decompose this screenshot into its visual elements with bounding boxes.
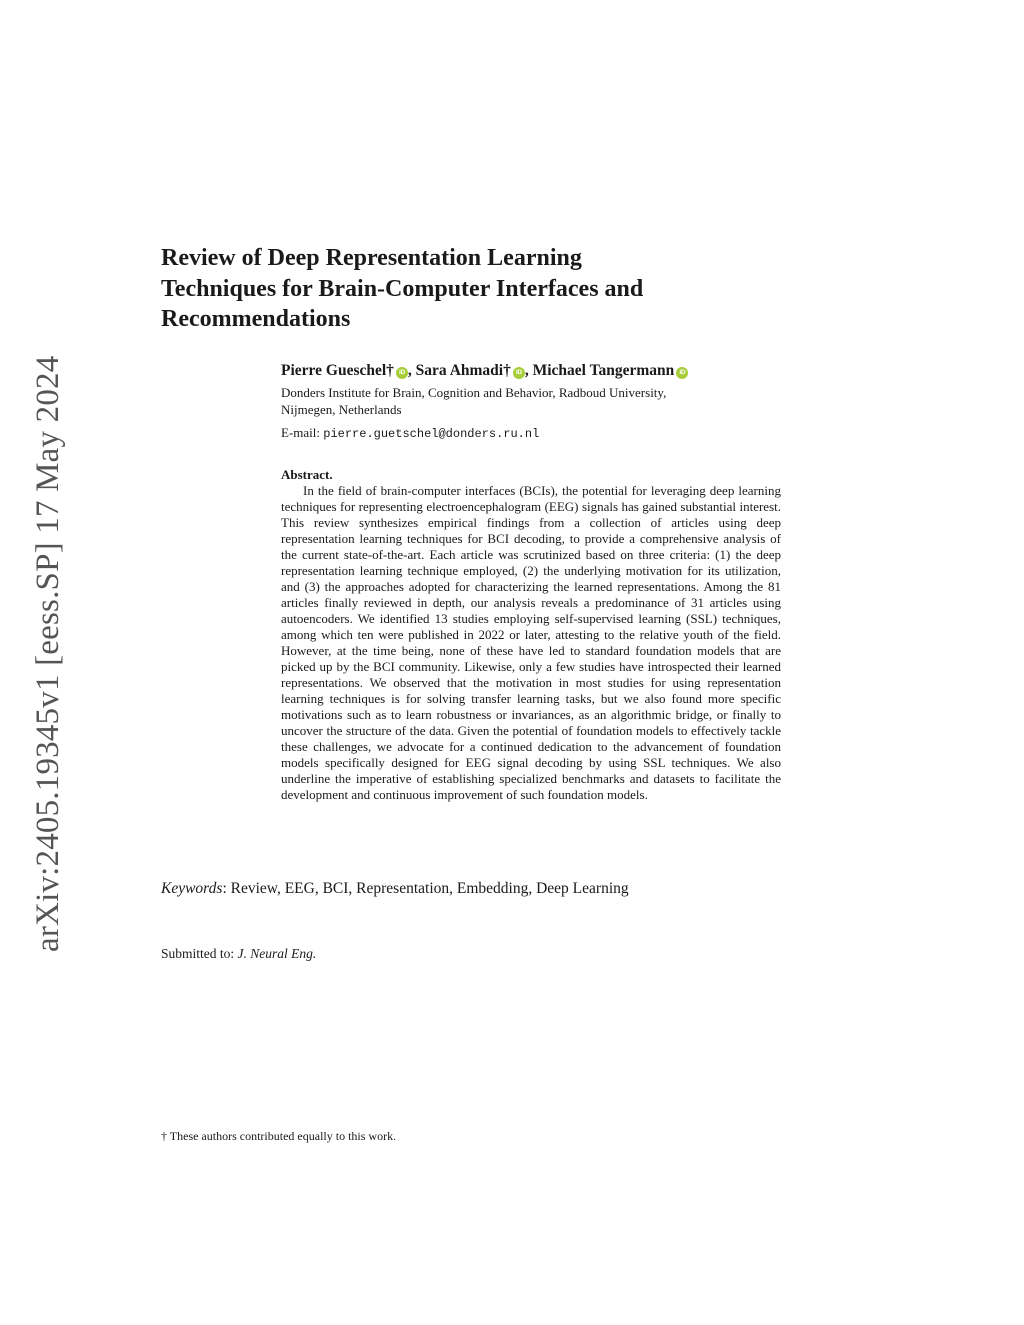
keywords [161, 879, 801, 899]
author-name: Sara Ahmadi [415, 362, 504, 379]
affiliation [281, 385, 781, 418]
equal-contribution-mark: † [386, 362, 394, 379]
abstract-section [281, 467, 781, 803]
email-line [281, 425, 781, 443]
paper-title [161, 243, 801, 335]
title-line-1: Review of Deep Representation Learning [161, 245, 582, 271]
email-address-link[interactable]: pierre.guetschel@donders.ru.nl [323, 427, 540, 441]
author-name: Pierre Gueschel [281, 362, 387, 379]
journal-name: J. Neural Eng. [237, 946, 317, 961]
affiliation-line-1: Donders Institute for Brain, Cognition and Behavior, Radboud University, [281, 385, 667, 400]
author-separator: , [407, 362, 416, 379]
arxiv-identifier: arXiv:2405.19345v1 [eess.SP] 17 May 2024 [30, 355, 66, 952]
title-line-3: Recommendations [161, 306, 351, 332]
orcid-icon[interactable]: iD [396, 367, 408, 379]
email-label: E-mail: [281, 425, 320, 440]
submitted-label: Submitted to: [161, 946, 238, 961]
footnote-mark: † [161, 1129, 167, 1143]
affiliation-line-2: Nijmegen, Netherlands [281, 401, 402, 417]
author-name: Michael Tangermann [532, 362, 675, 379]
abstract-text: In the field of brain-computer interfaces (BCIs), the potential for leveraging deep learning techniques for representing electroencephalogram (EEG) signals has gained substantial interest. This review synthesizes empirical findings from a collection of articles using deep representation learning techniques for BCI decoding, to provide a comprehensive analysis of the current state-of-the-art. Each article was scrutinized based on three criteria: (1) the deep representation learning technique employed, (2) the underlying motivation for its utilization, and (3) the approaches adopted for characterizing the learned representations. Among the 81 articles finally reviewed in depth, our analysis reveals a predominance of 31 articles using autoencoders. We identified 13 studies employing self-supervised learning (SSL) techniques, among which ten were published in 2022 or later, attesting to the relative youth of the field. However, at the time being, none of these have led to standard foundation models that are picked up by the BCI community. Likewise, only a few studies have introspected their learned representations. We observed that the motivation in most studies for using representation learning techniques is for solving transfer learning tasks, but we also found more specific motivations such as to learn robustness or invariances, as an algorithmic bridge, or finally to uncover the structure of the data. Given the potential of foundation models to effectively tackle these challenges, we advocate for a continued dedication to the advancement of foundation models specifically designed for EEG signal decoding by using SSL techniques. We also underline the imperative of establishing specialized benchmarks and datasets to facilitate the development and continuous improvement of such foundation models. [281, 483, 781, 802]
abstract-heading: Abstract. [281, 467, 333, 482]
author-list [281, 361, 801, 381]
keywords-list: : Review, EEG, BCI, Representation, Embedding, Deep Learning [222, 880, 629, 897]
footnote-text: These authors contributed equally to this work. [167, 1129, 397, 1143]
author-separator: , [524, 362, 533, 379]
submission-note [161, 945, 561, 963]
orcid-icon[interactable]: iD [513, 367, 525, 379]
equal-contribution-mark: † [503, 362, 511, 379]
keywords-label: Keywords [161, 880, 223, 897]
footnote [161, 1128, 661, 1144]
orcid-icon[interactable]: iD [676, 367, 688, 379]
title-line-2: Techniques for Brain-Computer Interfaces and [161, 275, 644, 302]
